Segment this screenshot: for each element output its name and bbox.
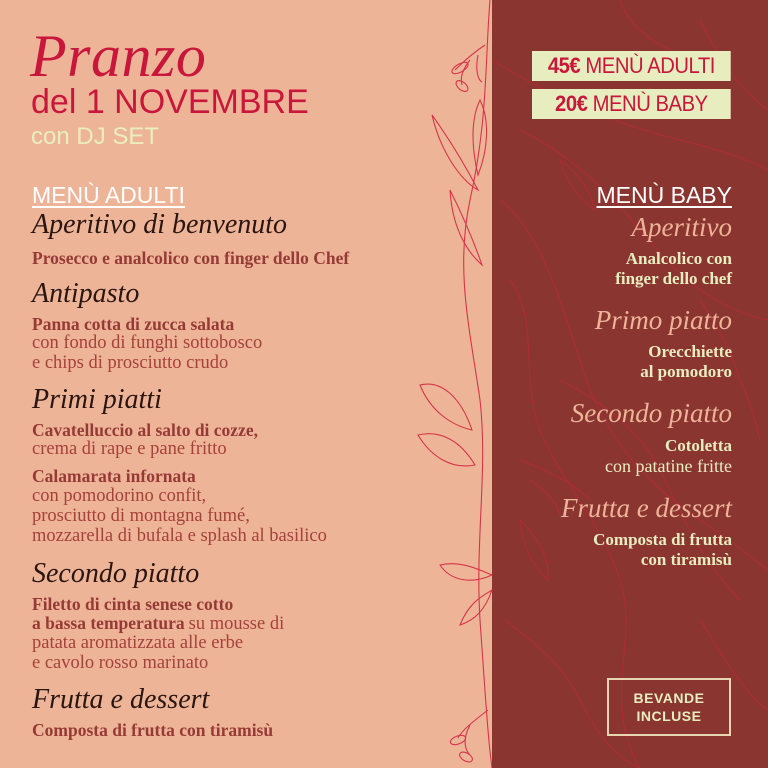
dish-description: crema di rape e pane fritto [32, 439, 227, 459]
badge-line: INCLUSE [636, 708, 702, 724]
adult-menu-heading: MENÙ ADULTI [32, 182, 185, 208]
dish-name: Filetto di cinta senese cotto [32, 594, 234, 614]
dish-description: su mousse di [188, 614, 285, 634]
baby-menu-heading: MENÙ BABY [596, 182, 732, 208]
dish-name: Analcolico con [625, 249, 732, 268]
badge-line: BEVANDE [633, 690, 705, 706]
price-tag-adults [532, 51, 731, 81]
dish-name: Calamarata infornata [32, 466, 196, 486]
dish-name: al pomodoro [640, 362, 732, 381]
dish-name: a bassa temperatura [32, 613, 185, 633]
course-title: Frutta e dessert [32, 684, 210, 715]
course-title: Aperitivo [631, 212, 732, 242]
date-value: 1 NOVEMBRE [85, 83, 309, 121]
course-title: Antipasto [32, 278, 140, 309]
drinks-included-badge [607, 678, 731, 736]
event-date [31, 83, 309, 121]
price-label: MENÙ ADULTI [585, 53, 715, 78]
price-label: MENÙ BABY [592, 91, 708, 116]
course-title: Secondo piatto [32, 558, 200, 589]
course-title: Secondo piatto [570, 398, 732, 428]
dish-description: e chips di prosciutto crudo [32, 353, 229, 373]
price-tag-baby [532, 89, 731, 119]
dish-description: e cavolo rosso marinato [32, 653, 209, 673]
dish-line [32, 613, 284, 634]
dish-name: Cotoletta [664, 436, 732, 455]
dish-name: Orecchiette [648, 342, 732, 361]
dish-name: finger dello chef [615, 269, 732, 288]
dish-description: con patatine fritte [605, 456, 732, 476]
price-amount: 20€ [555, 91, 588, 116]
course-title: Primo piatto [594, 305, 732, 335]
price-amount: 45€ [547, 53, 581, 78]
event-subtitle: con DJ SET [31, 123, 160, 150]
dish-name: con tiramisù [640, 550, 732, 569]
dish-name: Composta di frutta con tiramisù [32, 720, 274, 740]
date-prefix: del [31, 83, 77, 121]
dish-description: mozzarella di bufala e splash al basilico [32, 526, 327, 546]
dish-name: Composta di frutta [593, 530, 732, 549]
dish-name: Cavatelluccio al salto di cozze, [32, 420, 258, 440]
dish-description: con pomodorino confit, [32, 486, 207, 506]
page-title: Pranzo [30, 23, 207, 89]
course-title: Aperitivo di benvenuto [32, 209, 288, 240]
dish-description: con fondo di funghi sottobosco [32, 333, 263, 353]
dish-description: patata aromatizzata alle erbe [32, 633, 244, 653]
course-title: Primi piatti [32, 384, 162, 415]
course-title: Frutta e dessert [561, 493, 732, 523]
dish-name: Panna cotta di zucca salata [32, 314, 235, 334]
dish-name: Prosecco e analcolico con finger dello Chef [32, 248, 350, 268]
dish-description: prosciutto di montagna fumé, [32, 506, 250, 526]
